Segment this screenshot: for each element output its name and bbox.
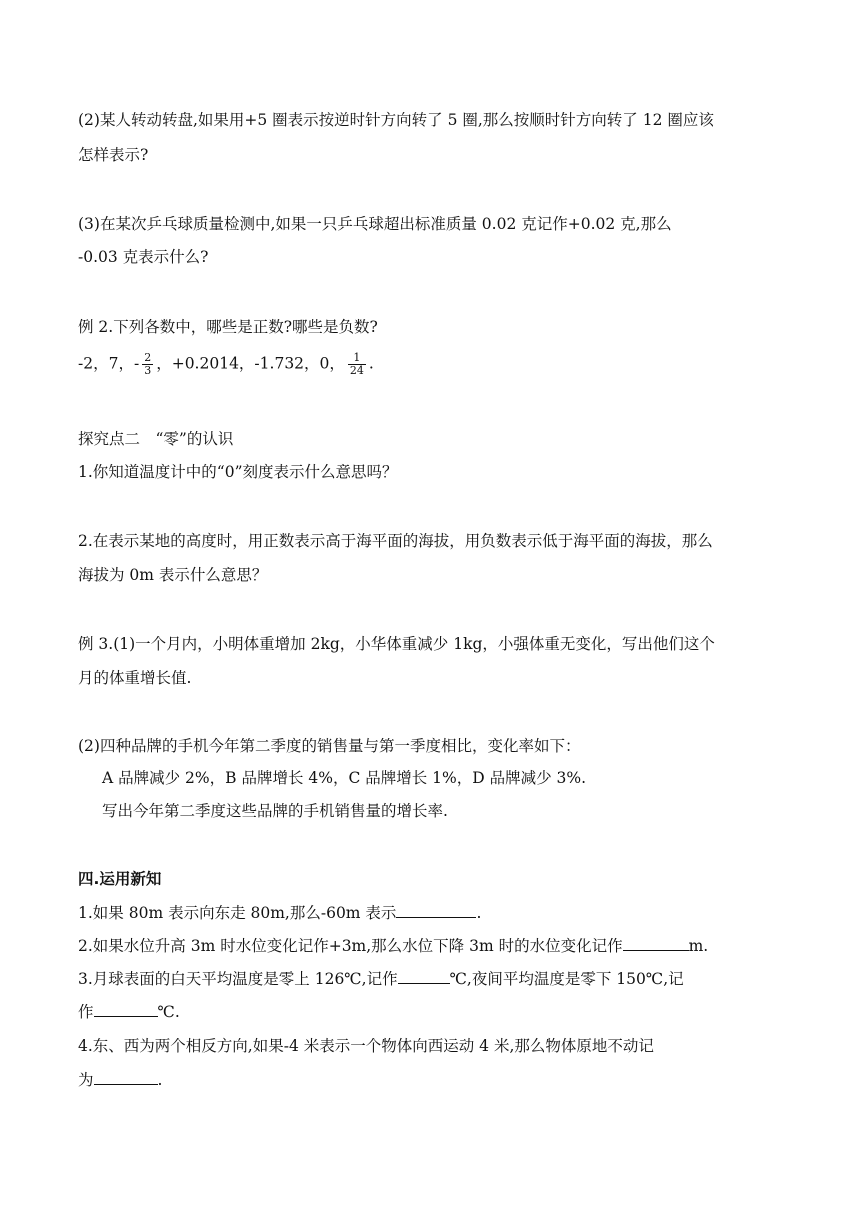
exercise-2-unit: m. <box>688 937 709 955</box>
fraction-numerator: 1 <box>348 352 366 365</box>
fraction-numerator: 2 <box>144 351 152 364</box>
numbers-before: -2，7，- <box>78 354 140 373</box>
example-3-part-2-line-2: A 品牌减少 2%，B 品牌增长 4%，C 品牌增长 1%，D 品牌减少 3%. <box>102 769 587 787</box>
fraction-two-thirds <box>142 352 153 377</box>
question-3-line-1: (3)在某次乒乓球质量检测中,如果一只乒乓球超出标准质量 0.02 克记作+0.02 克,那么 <box>78 215 672 233</box>
exercise-3-line-2 <box>78 1000 180 1023</box>
exercise-4-end: . <box>157 1071 163 1089</box>
explore-question-1: 1.你知道温度计中的“0”刻度表示什么意思吗？ <box>78 463 398 481</box>
explore-question-2-line-2: 海拔为 0m 表示什么意思？ <box>78 566 268 584</box>
exercise-2-text: 2.如果水位升高 3m 时水位变化记作+3m,那么水位下降 3m 时的水位变化记作 <box>78 937 623 955</box>
section-4-heading: 四.运用新知 <box>78 870 162 888</box>
exercise-4-line-2 <box>78 1068 162 1091</box>
answer-blank[interactable] <box>94 1000 158 1017</box>
example-3-line-2: 月的体重增长值. <box>78 669 192 687</box>
exercise-1-end: . <box>476 904 482 922</box>
exercise-3-line-1 <box>78 967 684 990</box>
exercise-4-prefix: 为 <box>78 1071 94 1089</box>
exercise-3-prefix: 作 <box>78 1003 94 1021</box>
example-3-line-1: 例 3.(1)一个月内，小明体重增加 2kg，小华体重减少 1kg，小强体重无变化，写出他们这个 <box>78 635 715 653</box>
exercise-3-unit: ℃. <box>157 1003 180 1021</box>
exercise-1 <box>78 901 481 924</box>
question-2-line-1: (2)某人转动转盘,如果用+5 圈表示按逆时针方向转了 5 圈,那么按顺时针方向转了 12 圈应该 <box>78 111 714 129</box>
fraction-one-twentyfourth <box>348 352 366 377</box>
answer-blank[interactable] <box>398 967 450 984</box>
exercise-4-line-1: 4.东、西为两个相反方向,如果-4 米表示一个物体向西运动 4 米,那么物体原地不动记 <box>78 1037 654 1055</box>
explore-point-2-title: 探究点二 “零”的认识 <box>78 430 234 448</box>
answer-blank[interactable] <box>623 934 689 951</box>
numbers-end: . <box>368 354 374 373</box>
exercise-2 <box>78 934 708 957</box>
numbers-mid: ，+0.2014，-1.732，0， <box>156 354 345 373</box>
example-3-part-2-line-3: 写出今年第二季度这些品牌的手机销售量的增长率. <box>102 802 448 820</box>
exercise-3-mid: ℃,夜间平均温度是零下 150℃,记 <box>449 970 684 988</box>
example-2-title: 例 2.下列各数中，哪些是正数?哪些是负数? <box>78 318 378 336</box>
exercise-1-text: 1.如果 80m 表示向东走 80m,那么-60m 表示 <box>78 904 397 922</box>
explore-question-2-line-1: 2.在表示某地的高度时，用正数表示高于海平面的海拔，用负数表示低于海平面的海拔，那么 <box>78 532 713 550</box>
answer-blank[interactable] <box>396 901 476 918</box>
example-3-part-2-line-1: (2)四种品牌的手机今年第二季度的销售量与第一季度相比，变化率如下： <box>78 737 581 755</box>
question-3-line-2: -0.03 克表示什么? <box>78 248 209 266</box>
exercise-3-text: 3.月球表面的白天平均温度是零上 126℃,记作 <box>78 970 398 988</box>
question-2-line-2: 怎样表示? <box>78 146 149 164</box>
fraction-denominator: 3 <box>144 364 152 377</box>
fraction-denominator: 24 <box>349 364 364 377</box>
example-2-numbers <box>78 352 374 377</box>
answer-blank[interactable] <box>94 1068 158 1085</box>
